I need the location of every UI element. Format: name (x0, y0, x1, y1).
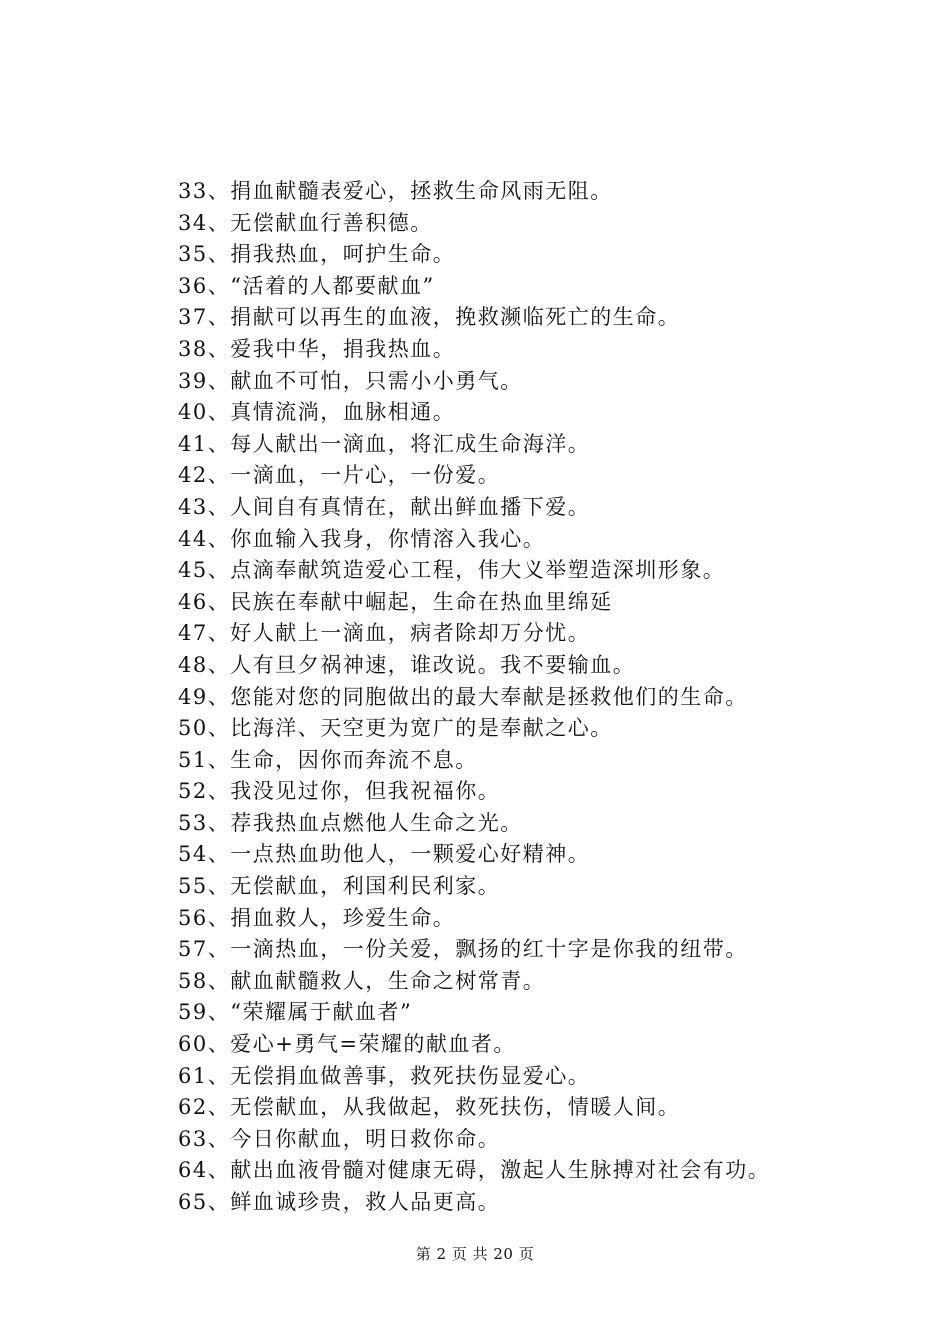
slogan-line: 46、民族在奉献中崛起，生命在热血里绵延 (178, 589, 613, 614)
slogan-line: 43、人间自有真情在，献出鲜血播下爱。 (178, 494, 591, 519)
slogan-line: 33、捐血献髓表爱心，拯救生命风雨无阻。 (178, 179, 613, 203)
slogan-line: 61、无偿捐血做善事，救死扶伤显爱心。 (178, 1063, 591, 1088)
slogan-line: 39、献血不可怕，只需小小勇气。 (178, 368, 523, 393)
slogan-line: 34、无偿献血行善积德。 (178, 210, 433, 235)
slogan-line: 65、鲜血诚珍贵，救人品更高。 (178, 1190, 501, 1214)
slogan-line: 37、捐献可以再生的血液，挽救濒临死亡的生命。 (178, 305, 681, 330)
slogan-line: 51、生命，因你而奔流不息。 (178, 747, 478, 772)
slogan-line: 56、捐血救人，珍爱生命。 (178, 905, 456, 930)
slogan-line: 53、荐我热血点燃他人生命之光。 (178, 810, 523, 835)
slogan-line: 60、爱心+勇气=荣耀的献血者。 (178, 1032, 516, 1057)
slogan-line: 40、真情流淌，血脉相通。 (178, 400, 456, 425)
slogan-line: 47、好人献上一滴血，病者除却万分忧。 (178, 621, 591, 646)
slogan-line: 48、人有旦夕祸神速，谁改说。我不要输血。 (178, 652, 636, 677)
slogan-line: 57、一滴热血，一份关爱，飘扬的红十字是你我的纽带。 (178, 937, 748, 962)
page-footer: 第 2 页 共 20 页 (415, 1245, 535, 1263)
slogan-line: 62、无偿献血，从我做起，救死扶伤，情暖人间。 (178, 1095, 681, 1120)
slogan-line: 41、每人献出一滴血，将汇成生命海洋。 (178, 431, 591, 456)
slogan-line: 59、“荣耀属于献血者” (178, 1000, 413, 1025)
slogan-list (178, 176, 770, 1219)
slogan-line: 54、一点热血助他人，一颗爱心好精神。 (178, 842, 591, 867)
slogan-line: 35、捐我热血，呵护生命。 (178, 242, 456, 267)
slogan-line: 58、献血献髓救人，生命之树常青。 (178, 968, 546, 993)
slogan-line: 63、今日你献血，明日救你命。 (178, 1126, 501, 1151)
slogan-line: 42、一滴血，一片心，一份爱。 (178, 463, 501, 488)
slogan-line: 44、你血输入我身，你情溶入我心。 (178, 526, 546, 551)
slogan-line: 52、我没见过你，但我祝福你。 (178, 779, 501, 804)
slogan-line: 50、比海洋、天空更为宽广的是奉献之心。 (178, 716, 613, 741)
slogan-line: 64、献出血液骨髓对健康无碍，激起人生脉搏对社会有功。 (178, 1158, 771, 1183)
slogan-line: 49、您能对您的同胞做出的最大奉献是拯救他们的生命。 (178, 684, 748, 709)
slogan-line: 36、“活着的人都要献血” (178, 273, 435, 298)
slogan-line: 38、爱我中华，捐我热血。 (178, 336, 456, 361)
slogan-line: 55、无偿献血，利国利民利家。 (178, 874, 501, 899)
slogan-line: 45、点滴奉献筑造爱心工程，伟大义举塑造深圳形象。 (178, 558, 726, 583)
